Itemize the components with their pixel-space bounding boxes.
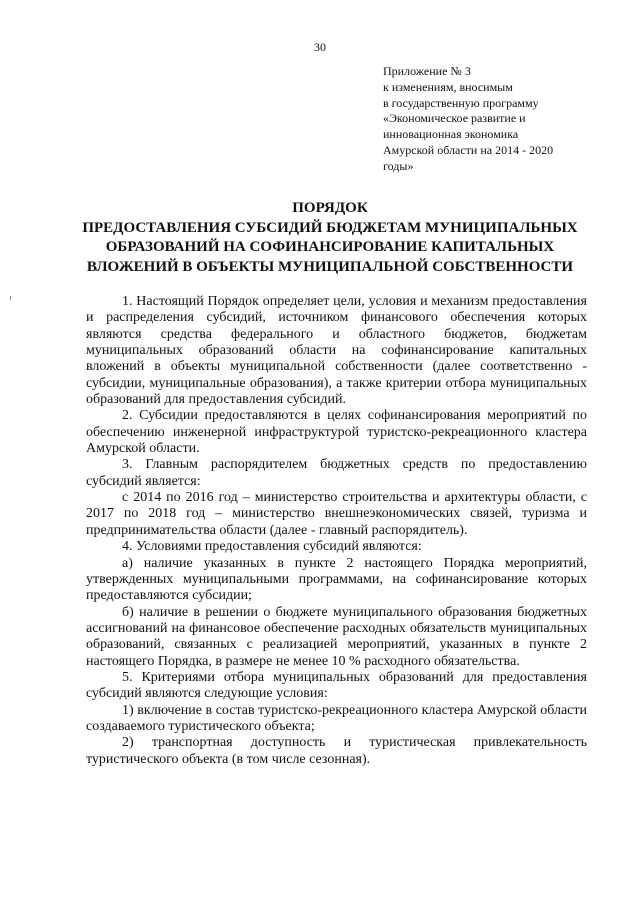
title-line: ОБРАЗОВАНИЙ НА СОФИНАНСИРОВАНИЕ КАПИТАЛЬНЫХ bbox=[105, 239, 555, 255]
paragraph: 2) транспортная доступность и туристическая привлекательность туристического объекта (в том числе сезонная). bbox=[86, 735, 587, 767]
title-line: ПРЕДОСТАВЛЕНИЯ СУБСИДИЙ БЮДЖЕТАМ МУНИЦИПАЛЬНЫХ bbox=[82, 219, 578, 236]
scan-artifact bbox=[10, 296, 11, 300]
document-body bbox=[86, 294, 587, 768]
appendix-line: в государственную программу bbox=[383, 95, 539, 110]
paragraph: 3. Главным распорядителем бюджетных средств по предоставлению субсидий является: bbox=[86, 457, 587, 489]
page-number: 30 bbox=[314, 40, 326, 54]
paragraph: б) наличие в решении о бюджете муниципального образования бюджетных ассигнований на финансовое обеспечение расходных обязательств муниципальных образований, связанных с реализацией мероприятий, указанных в пункте 2 настоящего Порядка, в размере не менее 10 % расходного обязательства. bbox=[86, 604, 587, 669]
document-title bbox=[80, 199, 580, 277]
appendix-line: инновационная экономика bbox=[383, 127, 519, 142]
paragraph: 5. Критериями отбора муниципальных образований для предоставления субсидий являются следующие условия: bbox=[86, 669, 587, 702]
appendix-line: «Экономическое развитие и bbox=[383, 111, 526, 126]
paragraph: а) наличие указанных в пункте 2 настоящего Порядка мероприятий, утвержденных муниципальными программами, на софинансирование которых предоставляются субсидии; bbox=[86, 555, 587, 604]
paragraph: 1) включение в состав туристско-рекреационного кластера Амурской области создаваемого туристического объекта; bbox=[86, 702, 587, 734]
appendix-line: годы» bbox=[383, 158, 414, 173]
paragraph: с 2014 по 2016 год – министерство строительства и архитектуры области, с 2017 по 2018 год – министерство внешнеэкономических связей, туризма и предпринимательства области (далее - главный распорядитель). bbox=[86, 490, 587, 538]
paragraph: 1. Настоящий Порядок определяет цели, условия и механизм предоставления и распределения субсидий, источником финансового обеспечения которых являются средства федерального и областного бюджетов, бюджетам муниципальных образований области на софинансирование капитальных вложений в объекты муниципальной собственности (далее соответственно - субсидии, муниципальные образования), а также критерии отбора муниципальных образований для предоставления субсидий. bbox=[86, 294, 587, 408]
paragraph: 4. Условиями предоставления субсидий являются: bbox=[122, 539, 422, 555]
appendix-note bbox=[383, 64, 598, 175]
title-line: ВЛОЖЕНИЙ В ОБЪЕКТЫ МУНИЦИПАЛЬНОЙ СОБСТВЕННОСТИ bbox=[86, 258, 574, 275]
appendix-line: к изменениям, вносимым bbox=[383, 79, 513, 94]
paragraph: 2. Субсидии предоставляются в целях софинансирования мероприятий по обеспечению инженерной инфраструктурой туристско-рекреационного кластера Амурской области. bbox=[86, 408, 587, 457]
appendix-line: Приложение № 3 bbox=[383, 64, 471, 78]
title-line: ПОРЯДОК bbox=[292, 200, 368, 216]
appendix-line: Амурской области на 2014 - 2020 bbox=[383, 142, 554, 157]
